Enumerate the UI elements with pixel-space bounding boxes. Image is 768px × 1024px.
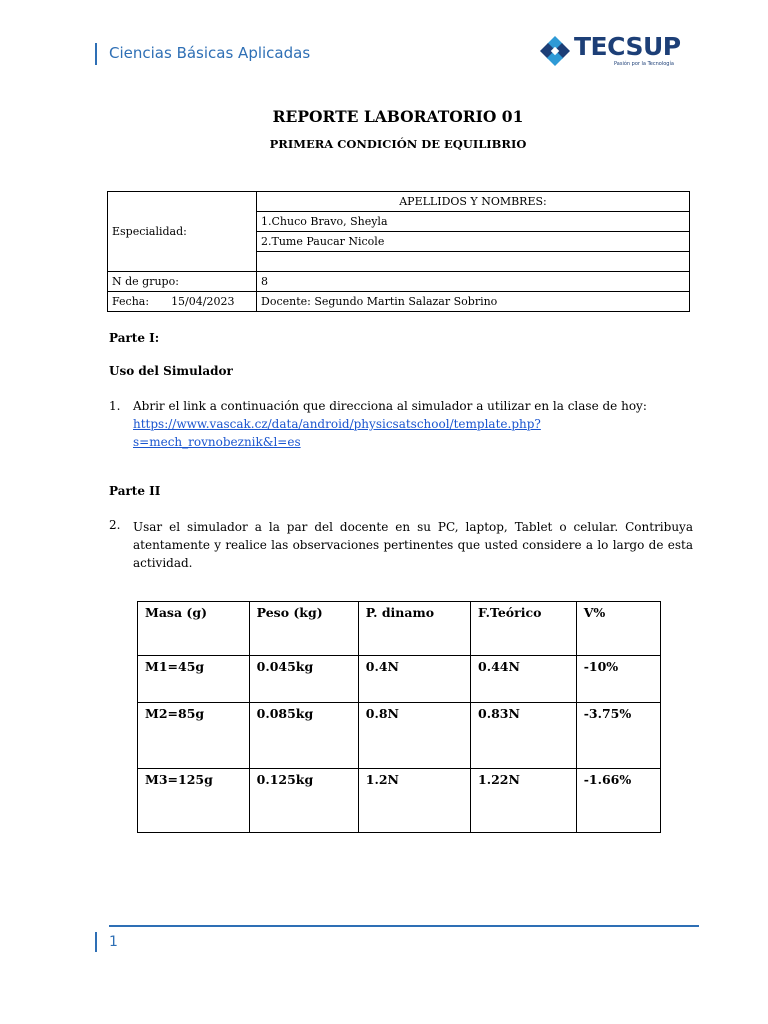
item-number-1: 1. xyxy=(109,399,121,413)
part1-subheading: Uso del Simulador xyxy=(109,364,233,378)
names-header: APELLIDOS Y NOMBRES: xyxy=(257,192,690,212)
table-row xyxy=(108,272,690,292)
table-row xyxy=(108,192,690,212)
header-accent-bar xyxy=(95,43,97,65)
logo-wordmark: TECSUP xyxy=(574,32,681,61)
cell: -1.66% xyxy=(576,769,660,833)
table-row xyxy=(138,656,661,703)
student-name-1: 1.Chuco Bravo, Sheyla xyxy=(257,212,690,232)
part1-heading: Parte I: xyxy=(109,331,160,345)
cell: 0.44N xyxy=(471,656,577,703)
group-value: 8 xyxy=(257,272,690,292)
cell: -3.75% xyxy=(576,703,660,769)
cell: M3=125g xyxy=(138,769,250,833)
cell: 0.8N xyxy=(358,703,470,769)
report-subtitle: PRIMERA CONDICIÓN DE EQUILIBRIO xyxy=(269,137,527,151)
student-info-table xyxy=(107,191,690,312)
teacher-name: Docente: Segundo Martin Salazar Sobrino xyxy=(257,292,690,312)
simulator-link-continued[interactable]: s=mech_rovnobeznik&l=es xyxy=(133,435,301,449)
date-cell xyxy=(108,292,257,312)
simulator-link[interactable]: https://www.vascak.cz/data/android/physicsatschool/template.php? xyxy=(133,417,541,431)
course-title: Ciencias Básicas Aplicadas xyxy=(109,44,311,62)
results-table xyxy=(137,601,661,833)
footer-accent-bar xyxy=(95,932,97,952)
cell: M1=45g xyxy=(138,656,250,703)
footer-divider xyxy=(109,925,699,927)
table-row xyxy=(108,292,690,312)
cell: M2=85g xyxy=(138,703,250,769)
table-row xyxy=(138,769,661,833)
specialty-label: Especialidad: xyxy=(108,192,257,272)
header-cell: F.Teórico xyxy=(471,602,577,656)
item-number-2: 2. xyxy=(109,518,121,532)
logo-tagline: Pasión por la Tecnología xyxy=(614,61,674,67)
cell: 0.045kg xyxy=(249,656,358,703)
cell: -10% xyxy=(576,656,660,703)
item-text-1: Abrir el link a continuación que direcciona al simulador a utilizar en la clase de hoy: xyxy=(133,399,647,413)
table-header-row xyxy=(138,602,661,656)
cell: 0.83N xyxy=(471,703,577,769)
cell: 1.22N xyxy=(471,769,577,833)
logo-mark-icon xyxy=(538,34,572,68)
header-cell: V% xyxy=(576,602,660,656)
date-label: Fecha: xyxy=(112,295,150,308)
date-value: 15/04/2023 xyxy=(171,295,235,308)
cell: 0.4N xyxy=(358,656,470,703)
cell: 0.085kg xyxy=(249,703,358,769)
report-title: REPORTE LABORATORIO 01 xyxy=(272,107,524,126)
table-row xyxy=(138,703,661,769)
page-number: 1 xyxy=(109,934,118,950)
item-text-2: Usar el simulador a la par del docente en su PC, laptop, Tablet o celular. Contribuya atentamente y realice las observaciones pertinentes que usted considere a lo largo de esta actividad. xyxy=(133,520,693,570)
header-cell: P. dinamo xyxy=(358,602,470,656)
student-name-2: 2.Tume Paucar Nicole xyxy=(257,232,690,252)
header-cell: Peso (kg) xyxy=(249,602,358,656)
cell: 1.2N xyxy=(358,769,470,833)
cell: 0.125kg xyxy=(249,769,358,833)
part2-heading: Parte II xyxy=(109,484,161,498)
student-name-3 xyxy=(257,252,690,272)
header-cell: Masa (g) xyxy=(138,602,250,656)
tecsup-logo xyxy=(538,30,688,74)
group-label: N de grupo: xyxy=(108,272,257,292)
